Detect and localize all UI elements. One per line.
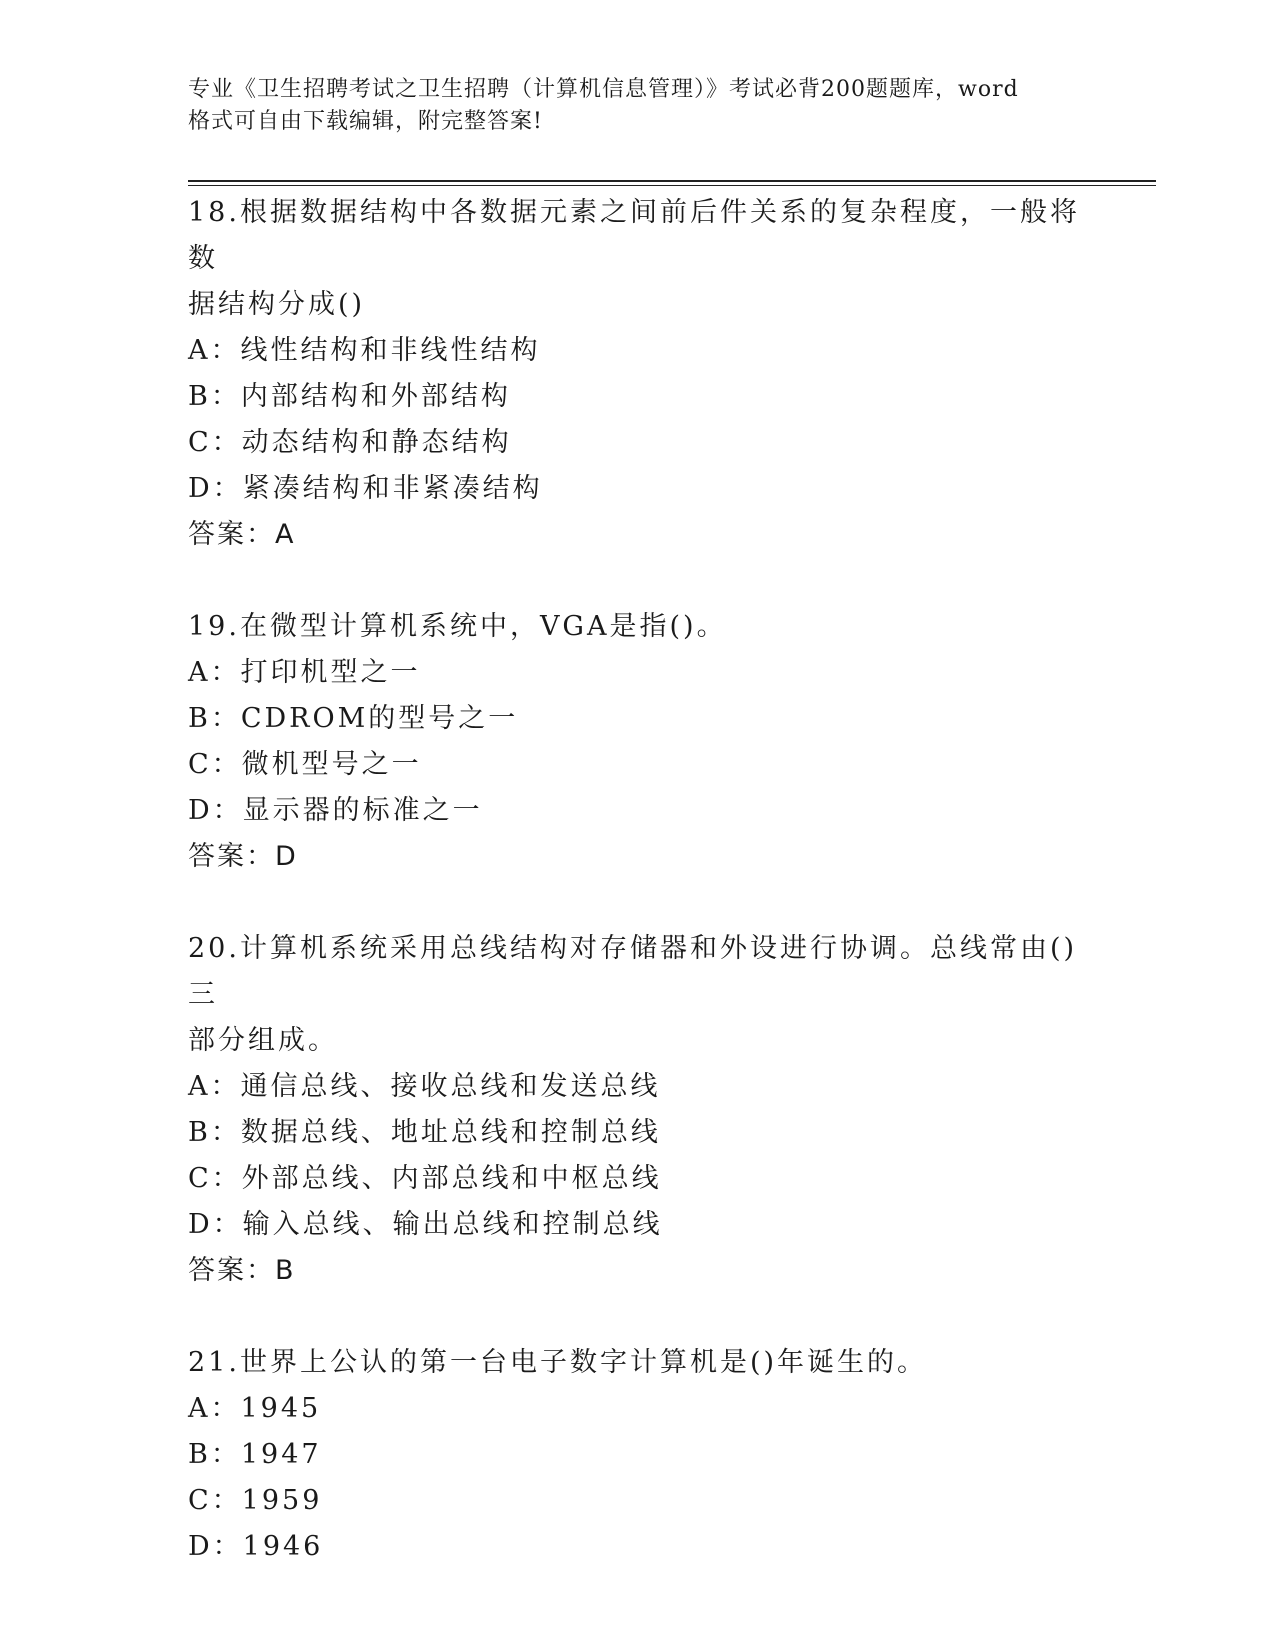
option-b: B：1947 [188,1439,322,1470]
option-b: B：内部结构和外部结构 [188,381,511,412]
document-header [188,74,1088,138]
option-c: C：微机型号之一 [188,749,422,780]
header-line-2: 格式可自由下载编辑，附完整答案! [188,109,543,134]
question-text-line: 19.在微型计算机系统中，VGA是指()。 [188,611,727,642]
question-20 [188,926,1088,1294]
question-text-line: 部分组成。 [188,1025,338,1056]
option-d: D：输入总线、输出总线和控制总线 [188,1209,663,1240]
option-c: C：外部总线、内部总线和中枢总线 [188,1163,662,1194]
answer-text: 答案：D [188,841,298,872]
answer-text: 答案：B [188,1255,296,1286]
question-21 [188,1340,1088,1570]
option-d: D：显示器的标准之一 [188,795,483,826]
option-c: C：1959 [188,1485,323,1516]
question-text-line: 20.计算机系统采用总线结构对存储器和外设进行协调。总线常由()三 [188,933,1078,1010]
header-divider-thick [188,180,1156,182]
option-a: A：通信总线、接收总线和发送总线 [188,1071,661,1102]
option-d: D：1946 [188,1531,324,1562]
question-text-line: 据结构分成() [188,289,366,320]
option-d: D：紧凑结构和非紧凑结构 [188,473,543,504]
option-a: A：打印机型之一 [188,657,421,688]
question-list [188,190,1088,1616]
option-b: B：CDROM的型号之一 [188,703,519,734]
question-18 [188,190,1088,558]
option-b: B：数据总线、地址总线和控制总线 [188,1117,661,1148]
answer-text: 答案：A [188,519,296,550]
question-19 [188,604,1088,880]
option-a: A：1945 [188,1393,322,1424]
question-text-line: 18.根据数据结构中各数据元素之间前后件关系的复杂程度，一般将数 [188,197,1080,274]
option-a: A：线性结构和非线性结构 [188,335,541,366]
question-text-line: 21.世界上公认的第一台电子数字计算机是()年诞生的。 [188,1347,928,1378]
header-divider-thin [188,185,1156,186]
option-c: C：动态结构和静态结构 [188,427,512,458]
header-line-1: 专业《卫生招聘考试之卫生招聘（计算机信息管理）》考试必背200题题库，word [188,77,1019,102]
